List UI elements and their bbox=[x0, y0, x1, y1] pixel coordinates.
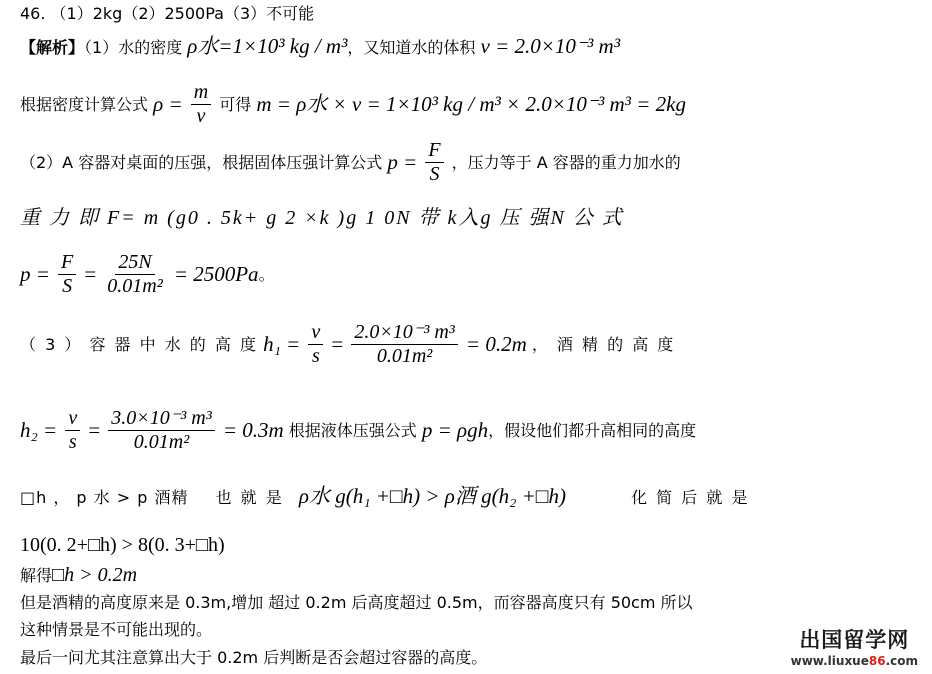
analysis-label: 【解析】 bbox=[20, 38, 85, 57]
text: （1）水的密度 bbox=[84, 38, 183, 57]
formula: v = 2.0×10⁻³ m³ bbox=[480, 34, 621, 58]
analysis-line-11 bbox=[20, 593, 693, 612]
watermark-logo bbox=[791, 624, 918, 668]
text: ，压力等于 A 容器的重力加水的 bbox=[451, 152, 681, 172]
analysis-line-9 bbox=[20, 533, 225, 557]
formula: p = ρgh bbox=[421, 417, 489, 442]
text: （ 3 ） 容 器 中 水 的 高 度 bbox=[20, 334, 258, 354]
formula: m = ρ水 × v = 1×10³ kg / m³ × 2.0×10⁻³ m³ = 2kg bbox=[256, 91, 686, 116]
equals: = bbox=[84, 261, 97, 286]
fraction bbox=[104, 252, 165, 297]
analysis-line-13 bbox=[20, 648, 487, 667]
analysis-line-4 bbox=[20, 206, 624, 230]
numerator: F bbox=[58, 252, 76, 275]
analysis-line-6 bbox=[20, 322, 675, 367]
text: 解得 bbox=[20, 566, 53, 585]
text: 也 就 是 bbox=[215, 488, 284, 507]
analysis-line-8 bbox=[20, 484, 749, 509]
denominator: 0.01m² bbox=[133, 431, 190, 453]
text: ， 酒 精 的 高 度 bbox=[531, 334, 676, 354]
text: 根据密度计算公式 bbox=[20, 94, 149, 114]
formula: ρ水=1×10³ kg / m³ bbox=[187, 34, 348, 58]
denominator: S bbox=[62, 275, 73, 297]
text: 最后一问尤其注意算出大于 0.2m 后判断是否会超过容器的高度。 bbox=[20, 648, 488, 667]
fraction bbox=[351, 322, 458, 367]
url-part: .com bbox=[885, 654, 918, 668]
formula: = 0.2m bbox=[465, 331, 527, 356]
denominator: s bbox=[311, 345, 320, 367]
fraction bbox=[65, 408, 80, 453]
text: ，假设他们都升高相同的高度 bbox=[488, 420, 697, 440]
denominator: 0.01m² bbox=[107, 275, 163, 297]
analysis-line-2 bbox=[20, 82, 686, 127]
formula: 10(0. 2+□h) > 8(0. 3+□h) bbox=[20, 534, 225, 556]
analysis-line-10 bbox=[20, 563, 137, 587]
url-part: www.liuxue bbox=[790, 654, 869, 668]
text: □h ， p 水 > p 酒精 bbox=[20, 488, 189, 507]
text: 。 bbox=[258, 264, 275, 284]
formula: p = bbox=[387, 149, 418, 174]
denominator: S bbox=[429, 163, 440, 185]
text: ，又知道水的体积 bbox=[347, 38, 476, 57]
formula: h₁ = bbox=[263, 331, 301, 356]
denominator: v bbox=[196, 105, 206, 127]
analysis-line-7 bbox=[20, 408, 696, 453]
answer-text: 46. （1）2kg（2）2500Pa（3）不可能 bbox=[20, 4, 315, 23]
formula: h₂ = bbox=[20, 417, 58, 442]
numerator: F bbox=[425, 140, 443, 163]
fraction bbox=[58, 252, 76, 297]
analysis-line-12 bbox=[20, 620, 212, 639]
answer-line bbox=[20, 4, 314, 23]
denominator: 0.01m² bbox=[376, 345, 433, 367]
url-part: 86 bbox=[868, 654, 886, 668]
formula: □h > 0.2m bbox=[52, 564, 138, 586]
formula: = 2500Pa bbox=[173, 261, 259, 286]
text: 可得 bbox=[219, 94, 252, 114]
numerator: 25N bbox=[115, 252, 154, 275]
equals: = bbox=[331, 331, 344, 356]
watermark-url bbox=[791, 654, 918, 668]
text: 根据液体压强公式 bbox=[288, 420, 417, 440]
text: 这种情景是不可能出现的。 bbox=[20, 620, 213, 639]
garbled-formula-line: 重 力 即 F= m (g0 . 5k+ g 2 ×k )g 1 0N 带 k入g 压 强N 公 式 bbox=[20, 207, 624, 229]
denominator: s bbox=[68, 431, 77, 453]
equals: = bbox=[88, 417, 101, 442]
analysis-line-3 bbox=[20, 140, 681, 185]
text: 但是酒精的高度原来是 0.3m,增加 超过 0.2m 后高度超过 0.5m，而容器高度只有 50cm 所以 bbox=[20, 593, 693, 612]
analysis-line-5 bbox=[20, 252, 275, 297]
numerator: m bbox=[191, 82, 211, 105]
formula: ρ = bbox=[153, 91, 183, 116]
fraction bbox=[425, 140, 443, 185]
formula: p = bbox=[20, 261, 50, 286]
numerator: 2.0×10⁻³ m³ bbox=[351, 322, 458, 345]
numerator: v bbox=[65, 408, 80, 431]
formula: = 0.3m bbox=[222, 417, 284, 442]
fraction bbox=[108, 408, 215, 453]
numerator: 3.0×10⁻³ m³ bbox=[108, 408, 215, 431]
watermark-title: 出国留学网 bbox=[799, 628, 910, 652]
text: （2）A 容器对桌面的压强，根据固体压强计算公式 bbox=[20, 152, 383, 172]
numerator: v bbox=[308, 322, 323, 345]
fraction bbox=[191, 82, 211, 127]
text: 化 简 后 就 是 bbox=[631, 488, 750, 507]
fraction bbox=[308, 322, 323, 367]
analysis-line-1 bbox=[20, 34, 620, 59]
formula: ρ水 g(h₁ +□h) > ρ酒 g(h₂ +□h) bbox=[298, 484, 566, 508]
